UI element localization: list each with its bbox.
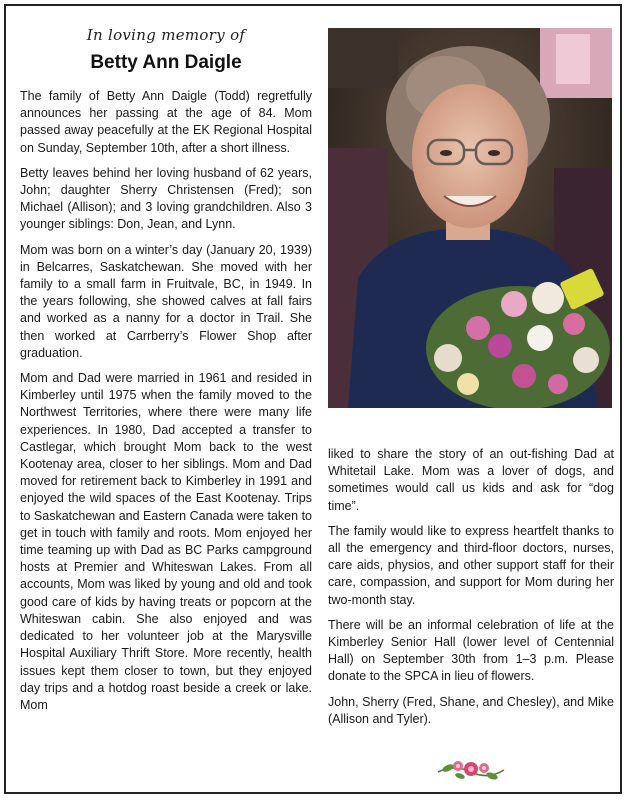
- paragraph-family-signature: John, Sherry (Fred, Shane, and Chesley), and Mike (Allison and Tyler).: [328, 694, 614, 726]
- memory-line: In loving memory of: [86, 26, 246, 44]
- paragraph-dog-time: liked to share the story of an out-fishing Dad at Whitetail Lake. Mom was a lover of dogs, and sometimes would call us kids and ask for “dog time”.: [328, 447, 614, 513]
- paragraph-survivors: Betty leaves behind her loving husband of 62 years, John; daughter Sherry Christensen (Fred); son Michael (Allison); and 3 loving grandchildren. Also 3 younger siblings: Don, Jean, and Lynn.: [20, 165, 312, 232]
- paragraph-thanks: The family would like to express heartfelt thanks to all the emergency and third-floor doctors, nurses, care aids, physios, and other support staff for their care, compassion, and support for Mom during her two-month stay.: [328, 523, 614, 607]
- obituary-page: [4, 4, 622, 794]
- portrait-illustration: [328, 28, 612, 408]
- right-column: [328, 446, 614, 736]
- paragraph-celebration: There will be an informal celebration of life at the Kimberley Senior Hall (lower level of Centennial Hall) on September 30th from 1–3 p.m. Please donate to the SPCA in lieu of flowers.: [328, 617, 614, 684]
- paragraph-marriage-life: Mom and Dad were married in 1961 and resided in Kimberley until 1975 when the family moved to the Northwest Territories, where there were many life experiences. In 1980, Dad accepted a transfer to Castlegar, which brought Mom back to the west Kootenay area, closer to her siblings. Mom and Dad moved for retirement back to Kimberley in 1991 and enjoyed the wild spaces of the East Kootenay. Trips to Saskatchewan and Eastern Canada were taken to get in touch with family and roots. Mom enjoyed her time teaming up with Dad as BC Parks campground hosts at Premier and Whiteswan Lakes. From all accounts, Mom was liked by young and old and took good care of kids by having treats or popcorn at the Whiteswan cabin. She also enjoyed and was dedicated to her volunteer job at the Marysville Hospital Auxiliary Thrift Store. More recently, health issues kept them closer to town, but they enjoyed day trips and a hotdog roast beside a creek or lake. Mom: [20, 371, 312, 712]
- paragraph-early-life: Mom was born on a winter’s day (January 20, 1939) in Belcarres, Saskatchewan. She moved with her family to a small farm in Fruitvale, BC, in 1949. In the years following, she showed calves at fall fairs and worked as a nanny for a doctor in Trail. She then worked at Carrberry’s Flower Shop after graduation.: [20, 242, 312, 360]
- left-column: [20, 16, 312, 722]
- paragraph-announcement: The family of Betty Ann Daigle (Todd) regretfully announces her passing at the age of 84. Mom passed away peacefully at the EK Regional Hospital on Sunday, September 10th, after a short illness.: [20, 89, 312, 155]
- portrait-photo: [328, 28, 612, 408]
- deceased-name: Betty Ann Daigle: [90, 52, 242, 73]
- flower-ornament-icon: [434, 754, 508, 789]
